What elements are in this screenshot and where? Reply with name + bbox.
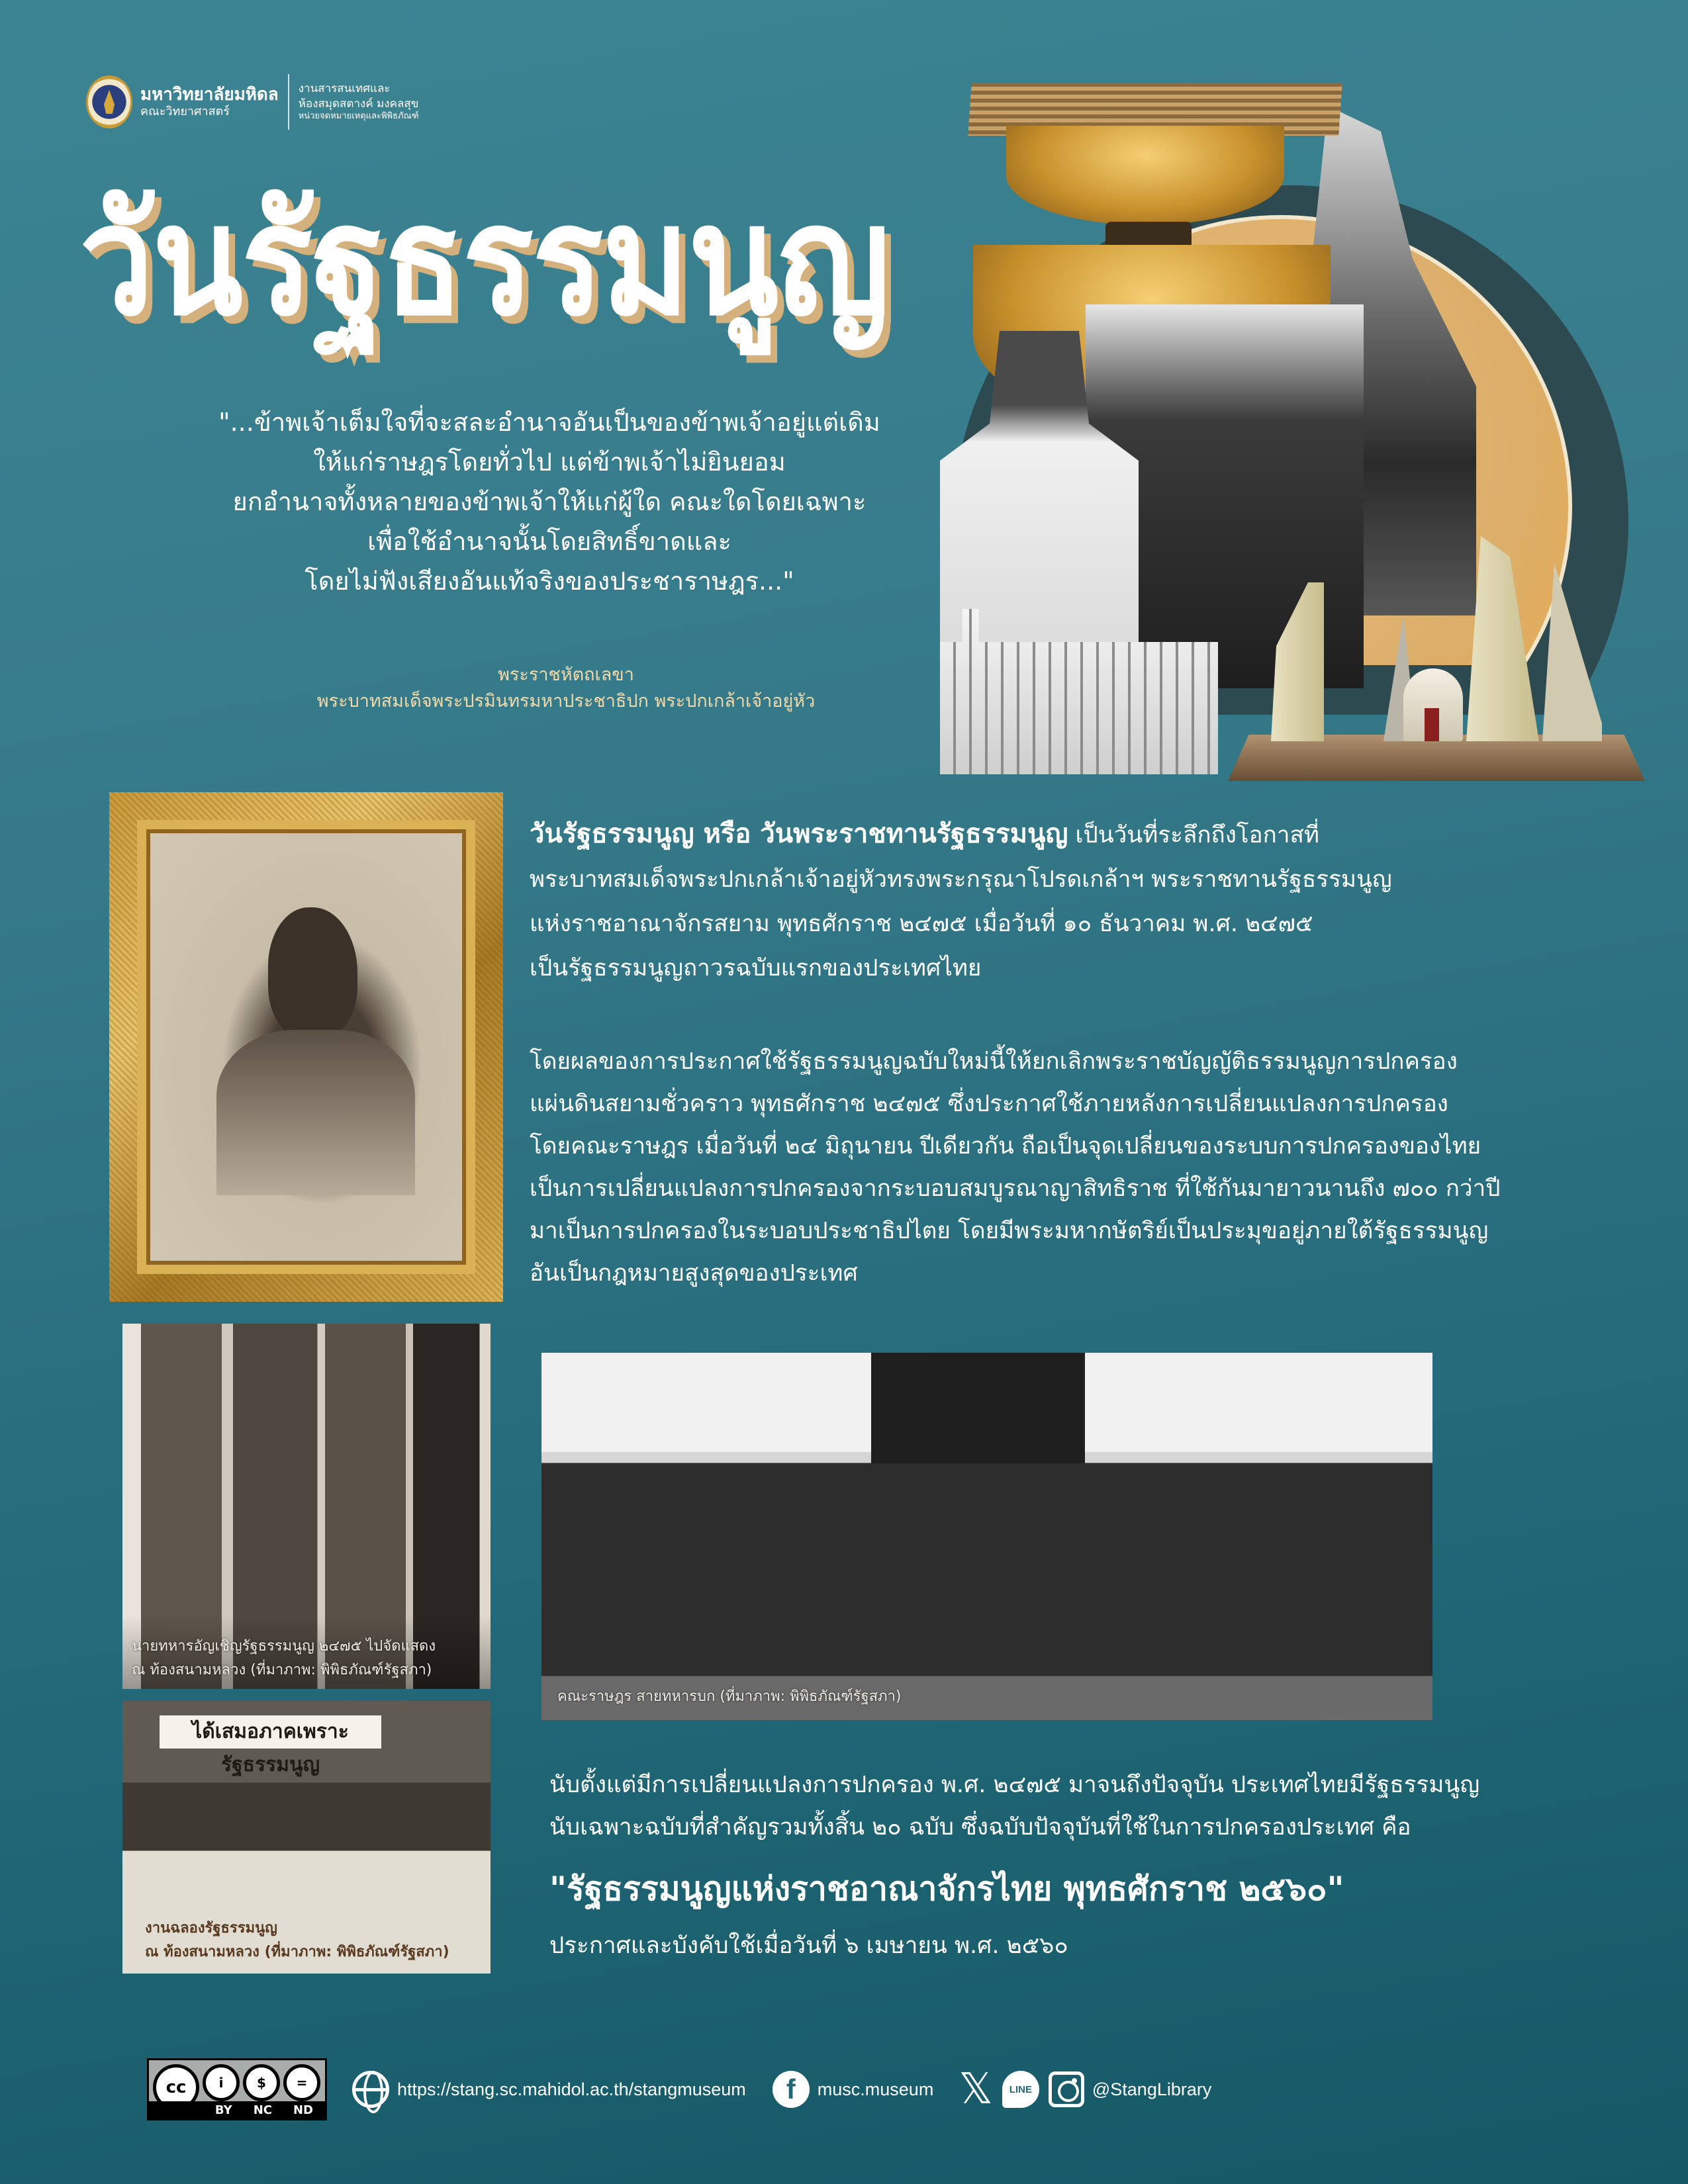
quote-line: เพื่อใช้อำนาจนั้นโดยสิทธิ์ขาดและ <box>367 527 731 556</box>
intro-line: พระบาทสมเด็จพระปกเกล้าเจ้าอยู่หัวทรงพระกรุณาโปรดเกล้าฯ พระราชทานรัฐธรรมนูญ <box>530 866 1392 893</box>
portrait-uniform <box>216 1030 414 1195</box>
intro-paragraph <box>530 812 1642 991</box>
constitution-rally-photo <box>122 1701 491 1974</box>
quote-line: ยกอำนาจทั้งหลายของข้าพเจ้าให้แก่ผู้ใด คณะใดโดยเฉพาะ <box>232 487 867 516</box>
cc-icon: cc <box>153 2064 199 2111</box>
history-line: โดยผลของการประกาศใช้รัฐธรรมนูญฉบับใหม่นี้ให้ยกเลิกพระราชบัญญัติธรรมนูญการปกครอง <box>530 1048 1458 1075</box>
quote-line: ให้แก่ราษฎรโดยทั่วไป แต่ข้าพเจ้าไม่ยินยอม <box>313 447 786 477</box>
quote-attribution <box>252 662 880 715</box>
intro-line: วันรัฐธรรมนูญ หรือ วันพระราชทานรัฐธรรมนูญ เป็นวันที่ระลึกถึงโอกาสที่ <box>530 819 1319 849</box>
social-handle[interactable]: @StangLibrary <box>1092 2079 1212 2099</box>
cc-license-badge[interactable] <box>147 2058 327 2120</box>
current-constitution-title: "รัฐธรรมนูญแห่งราชอาณาจักรไทย พุทธศักราช ๒๕๖๐" <box>549 1870 1344 1908</box>
history-paragraph <box>530 1040 1642 1295</box>
page-title: วันรัฐธรรมนูญ <box>79 172 889 350</box>
cc-nc-icon: $ <box>243 2064 280 2101</box>
cc-labels: BY NC ND <box>149 2101 325 2118</box>
intro-line: แห่งราชอาณาจักรสยาม พุทธศักราช ๒๔๗๕ เมื่อวันที่ ๑๐ ธันวาคม พ.ศ. ๒๔๗๕ <box>530 911 1313 937</box>
attribution-line-2: พระบาทสมเด็จพระปรมินทรมหาประชาธิปก พระปกเกล้าเจ้าอยู่หัว <box>316 691 816 711</box>
closing-paragraph <box>549 1764 1642 1848</box>
facebook-icon[interactable]: f <box>773 2071 810 2108</box>
cc-nd-icon: = <box>283 2064 320 2101</box>
democracy-monument-base <box>1228 735 1645 781</box>
mahidol-seal-icon <box>86 75 132 128</box>
golden-tray-upper <box>1006 126 1284 225</box>
library-block <box>299 81 419 122</box>
history-line: โดยคณะราษฎร เมื่อวันที่ ๒๔ มิถุนายน ปีเดียวกัน ถือเป็นจุดเปลี่ยนของระบบการปกครองของไทย <box>530 1133 1481 1160</box>
quote-line: โดยไม่ฟังเสียงอันแท้จริงของประชาราษฎร..." <box>305 567 794 596</box>
library-line-2: ห้องสมุดสตางค์ มงคลสุข <box>298 97 419 111</box>
university-name: มหาวิทยาลัยมหิดล <box>140 84 279 105</box>
x-twitter-icon[interactable]: 𝕏 <box>959 2065 993 2114</box>
doorway <box>871 1353 1085 1463</box>
king-portrait-frame <box>109 792 503 1302</box>
header-logo <box>86 74 418 130</box>
faculty-name: คณะวิทยาศาสตร์ <box>140 104 230 118</box>
cc-by-icon: i <box>203 2064 240 2101</box>
website-link[interactable]: https://stang.sc.mahidol.ac.th/stangmuseum <box>397 2079 746 2099</box>
history-line: แผ่นดินสยามชั่วคราว พุทธศักราช ๒๔๗๕ ซึ่งประกาศใช้ภายหลังการเปลี่ยนแปลงการปกครอง <box>530 1091 1448 1117</box>
khana-ratsadon-group-photo <box>541 1353 1432 1720</box>
library-line-3: หน่วยจดหมายเหตุและพิพิธภัณฑ์ <box>298 111 419 121</box>
library-line-1: งานสารสนเทศและ <box>298 82 391 96</box>
soldiers-caption: นายทหารอัญเชิญรัฐธรรมนูญ ๒๔๗๕ ไปจัดแสดง ณ ท้องสนามหลวง (ที่มาภาพ: พิพิธภัณฑ์รัฐสภา) <box>132 1638 436 1678</box>
history-line: อันเป็นกฎหมายสูงสุดของประเทศ <box>530 1260 858 1287</box>
footer <box>147 2060 1211 2119</box>
logo-divider <box>288 74 289 130</box>
rally-banner: ได้เสมอภาคเพราะรัฐธรรมนูญ <box>160 1715 381 1749</box>
quote-line: "...ข้าพเจ้าเต็มใจที่จะสละอำนาจอันเป็นของข้าพเจ้าอยู่แต่เดิม <box>218 408 880 437</box>
attribution-line-1: พระราชหัตถเลขา <box>498 664 634 685</box>
soldiers-photo <box>122 1324 491 1689</box>
closing-line: นับตั้งแต่มีการเปลี่ยนแปลงการปกครอง พ.ศ. ๒๔๗๕ มาจนถึงปัจจุบัน ประเทศไทยมีรัฐธรรมนูญ <box>549 1772 1480 1798</box>
group-caption: คณะราษฎร สายทหารบก (ที่มาภาพ: พิพิธภัณฑ์รัฐสภา) <box>557 1688 902 1705</box>
hero-collage <box>927 13 1655 781</box>
globe-icon <box>352 2071 389 2108</box>
closing-line: นับเฉพาะฉบับที่สำคัญรวมทั้งสิ้น ๒๐ ฉบับ ซึ่งฉบับปัจจุบันที่ใช้ในการปกครองประเทศ คือ <box>549 1814 1411 1841</box>
portrait-head <box>268 907 357 1038</box>
king-portrait <box>137 820 475 1274</box>
university-block <box>140 85 279 119</box>
instagram-icon[interactable] <box>1049 2071 1084 2107</box>
enactment-date: ประกาศและบังคับใช้เมื่อวันที่ ๖ เมษายน พ.ศ. ๒๕๖๐ <box>549 1933 1068 1959</box>
intro-bold-lead: วันรัฐธรรมนูญ หรือ วันพระราชทานรัฐธรรมนูญ <box>530 819 1068 849</box>
royal-quote <box>165 402 933 601</box>
rally-caption: งานฉลองรัฐธรรมนูญ ณ ท้องสนามหลวง (ที่มาภาพ: พิพิธภัณฑ์รัฐสภา) <box>145 1920 449 1960</box>
history-line: มาเป็นการปกครองในระบอบประชาธิปไตย โดยมีพระมหากษัตริย์เป็นประมุขอยู่ภายใต้รัฐธรรมนูญ <box>530 1218 1489 1244</box>
facebook-handle[interactable]: musc.museum <box>817 2079 934 2099</box>
history-line: เป็นการเปลี่ยนแปลงการปกครองจากระบอบสมบูรณาญาสิทธิราช ที่ใช้กันมายาวนานถึง ๗๐๐ กว่าปี <box>530 1175 1501 1202</box>
intro-line: เป็นรัฐธรรมนูญถาวรฉบับแรกของประเทศไทย <box>530 955 982 981</box>
line-icon[interactable]: LINE <box>1002 2071 1039 2108</box>
monument-door <box>1425 708 1439 741</box>
